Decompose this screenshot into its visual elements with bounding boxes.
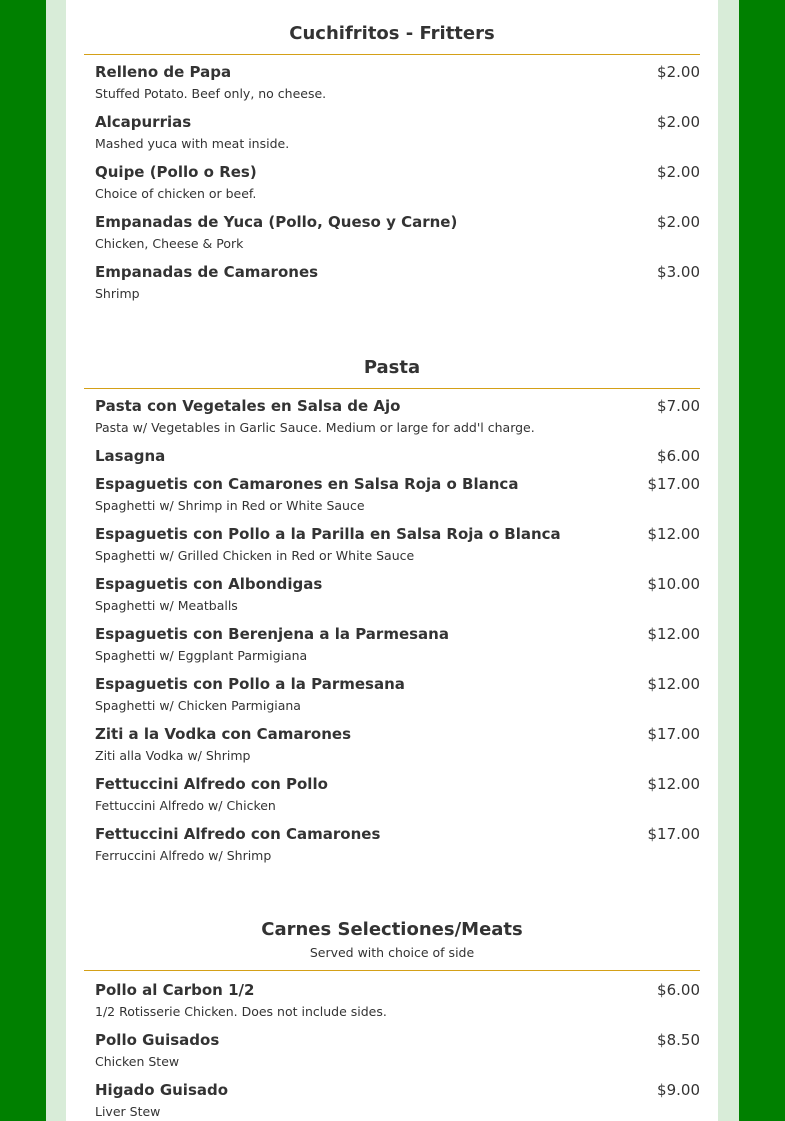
menu-item (84, 474, 700, 515)
menu-item-name: Pollo Guisados (95, 1031, 220, 1049)
menu-item-name: Espaguetis con Camarones en Salsa Roja o Blanca (95, 475, 519, 493)
menu-item-price: $9.00 (657, 1081, 700, 1099)
section-title: Cuchifritos - Fritters (289, 23, 495, 44)
menu-item-description: Mashed yuca with meat inside. (95, 136, 290, 151)
menu-item-price: $12.00 (647, 625, 700, 643)
menu-item (84, 824, 700, 865)
menu-item-price: $6.00 (657, 981, 700, 999)
section-title: Pasta (363, 357, 421, 378)
menu-section (84, 22, 700, 55)
menu-item (84, 724, 700, 765)
menu-item-description: Spaghetti w/ Eggplant Parmigiana (95, 648, 308, 663)
menu-item-name: Higado Guisado (95, 1081, 229, 1099)
menu-item (84, 524, 700, 565)
menu-item-name: Pasta con Vegetales en Salsa de Ajo (95, 397, 401, 415)
menu-item-name: Espaguetis con Albondigas (95, 575, 323, 593)
menu-item-description: Spaghetti w/ Shrimp in Red or White Sauce (95, 498, 365, 513)
menu-item-name: Empanadas de Camarones (95, 263, 319, 281)
menu-item-description: Chicken Stew (95, 1054, 180, 1069)
menu-item-price: $6.00 (657, 447, 700, 465)
menu-item-price: $17.00 (647, 725, 700, 743)
menu-item-description: Liver Stew (95, 1104, 161, 1119)
menu-item-description: Ziti alla Vodka w/ Shrimp (95, 748, 251, 763)
menu-item-price: $7.00 (657, 397, 700, 415)
menu-section (84, 918, 700, 971)
menu-item-price: $2.00 (657, 63, 700, 81)
menu-item (84, 1030, 700, 1071)
section-title: Carnes Selectiones/Meats (261, 919, 523, 940)
menu-item (84, 574, 700, 615)
menu-item-name: Empanadas de Yuca (Pollo, Queso y Carne) (95, 213, 458, 231)
menu-item-description: Stuffed Potato. Beef only, no cheese. (95, 86, 327, 101)
menu-item-price: $2.00 (657, 163, 700, 181)
menu-item-price: $2.00 (657, 213, 700, 231)
menu-item (84, 1080, 700, 1121)
menu-section (84, 356, 700, 389)
menu-item-name: Quipe (Pollo o Res) (95, 163, 257, 181)
menu-item (84, 980, 700, 1021)
menu-item-description: Spaghetti w/ Meatballs (95, 598, 238, 613)
menu-item-name: Espaguetis con Pollo a la Parmesana (95, 675, 405, 693)
menu-item-name: Pollo al Carbon 1/2 (95, 981, 255, 999)
menu-item-description: Spaghetti w/ Chicken Parmigiana (95, 698, 301, 713)
menu-item-name: Espaguetis con Pollo a la Parilla en Salsa Roja o Blanca (95, 525, 561, 543)
menu-item-name: Alcapurrias (95, 113, 192, 131)
section-divider (84, 54, 700, 55)
menu-item-name: Lasagna (95, 447, 166, 465)
menu-item (84, 62, 700, 103)
left-border (0, 0, 46, 1121)
right-border (739, 0, 785, 1121)
menu-item-price: $12.00 (647, 675, 700, 693)
menu-item (84, 112, 700, 153)
menu-item (84, 446, 700, 466)
menu-item (84, 162, 700, 203)
menu-item (84, 674, 700, 715)
section-divider (84, 970, 700, 971)
menu-item-description: Spaghetti w/ Grilled Chicken in Red or White Sauce (95, 548, 415, 563)
menu-item-price: $12.00 (647, 775, 700, 793)
section-divider (84, 388, 700, 389)
menu-item-name: Relleno de Papa (95, 63, 232, 81)
menu-item (84, 212, 700, 253)
menu-item-name: Fettuccini Alfredo con Camarones (95, 825, 381, 843)
menu-item-description: Ferruccini Alfredo w/ Shrimp (95, 848, 272, 863)
menu-item-description: Choice of chicken or beef. (95, 186, 257, 201)
menu-item-name: Fettuccini Alfredo con Pollo (95, 775, 328, 793)
menu-item-price: $2.00 (657, 113, 700, 131)
menu-item-price: $12.00 (647, 525, 700, 543)
menu-item-name: Ziti a la Vodka con Camarones (95, 725, 351, 743)
menu-item-description: 1/2 Rotisserie Chicken. Does not include sides. (95, 1004, 387, 1019)
menu-item (84, 262, 700, 303)
menu-item (84, 624, 700, 665)
menu-item (84, 774, 700, 815)
menu-item-price: $3.00 (657, 263, 700, 281)
menu-item-description: Pasta w/ Vegetables in Garlic Sauce. Medium or large for add'l charge. (95, 420, 535, 435)
menu-item-name: Espaguetis con Berenjena a la Parmesana (95, 625, 449, 643)
menu-item-price: $8.50 (657, 1031, 700, 1049)
menu-item-price: $17.00 (647, 825, 700, 843)
menu-item (84, 396, 700, 437)
menu-item-price: $17.00 (647, 475, 700, 493)
menu-item-price: $10.00 (647, 575, 700, 593)
section-subtitle: Served with choice of side (309, 945, 475, 960)
menu-item-description: Fettuccini Alfredo w/ Chicken (95, 798, 276, 813)
menu-item-description: Chicken, Cheese & Pork (95, 236, 244, 251)
menu-item-description: Shrimp (95, 286, 140, 301)
